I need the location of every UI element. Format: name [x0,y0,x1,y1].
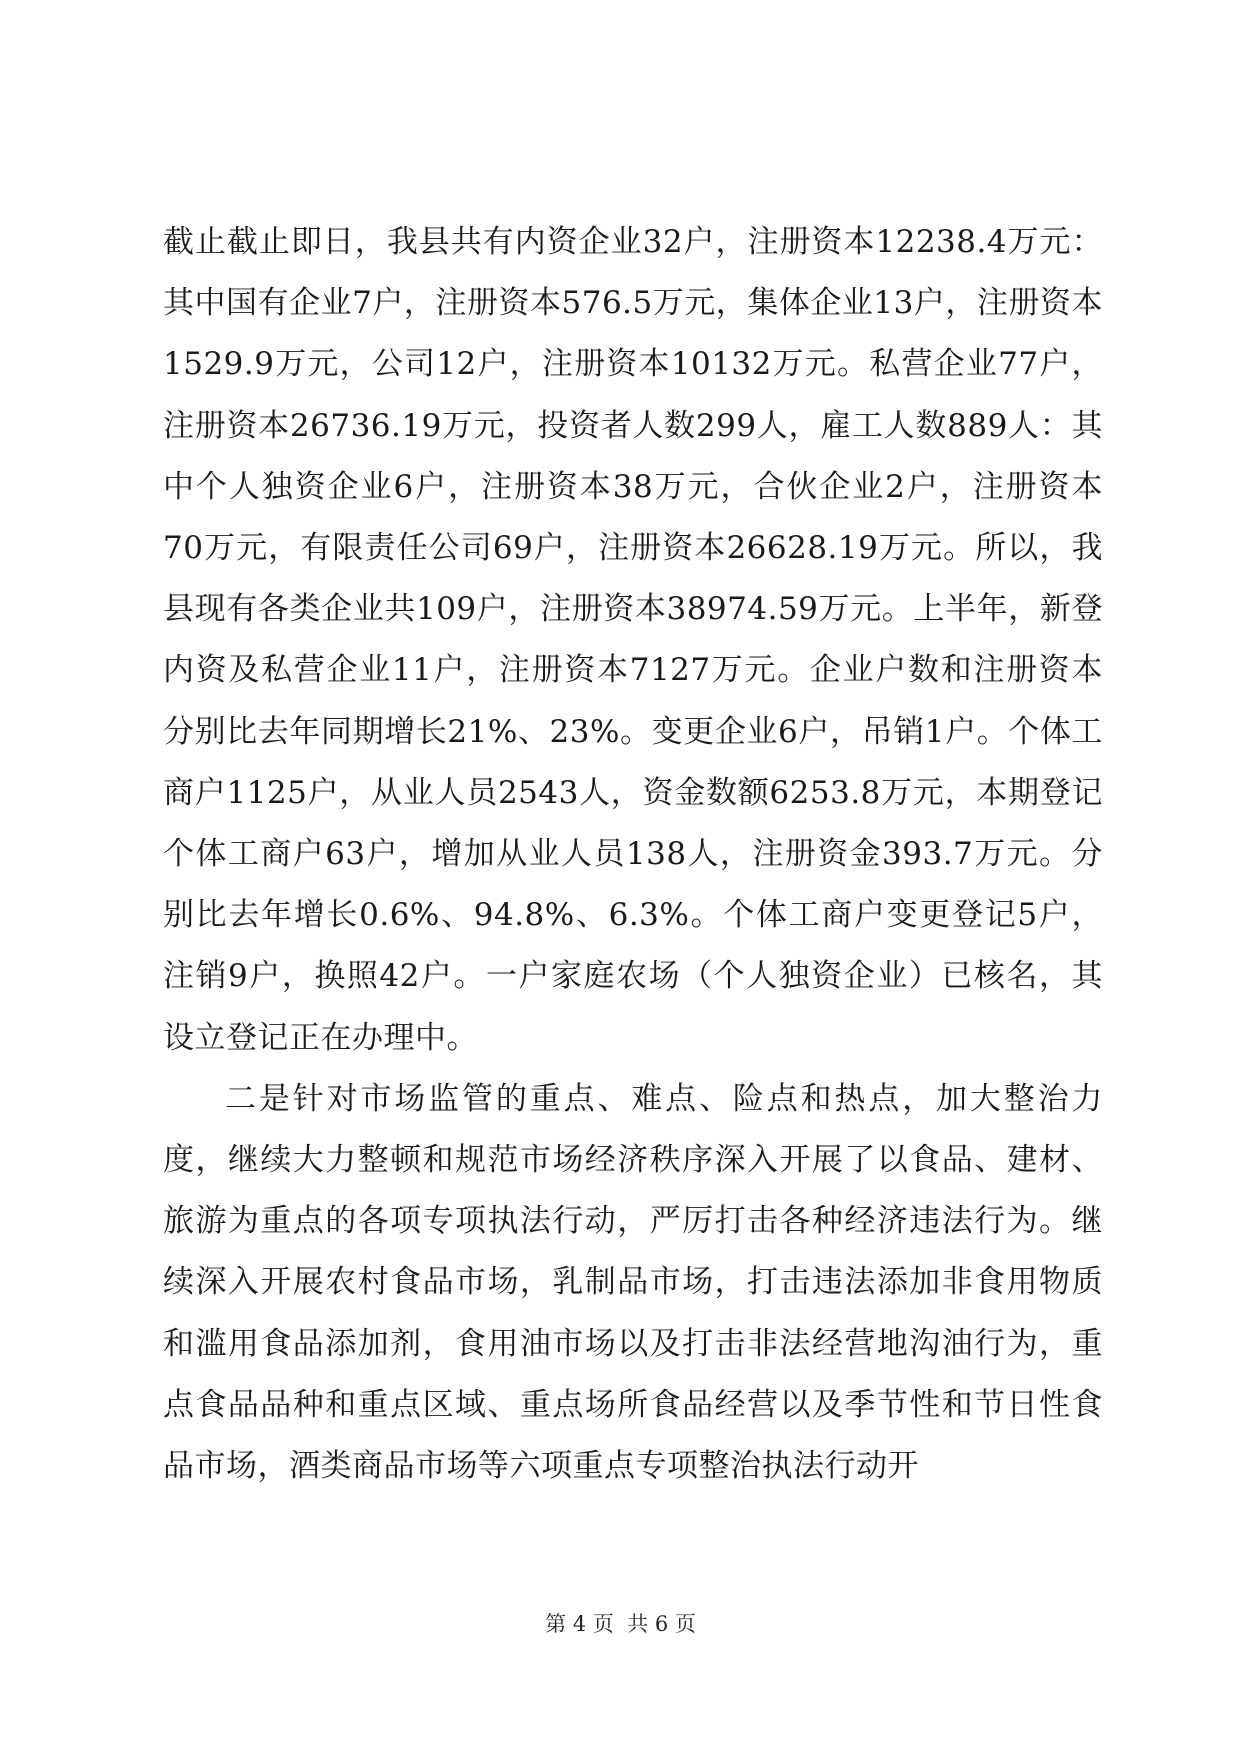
page-number-label: 第 4 页 共 6 页 [545,1612,696,1636]
paragraph-enterprise-statistics: 截止截止即日，我县共有内资企业32户，注册资本12238.4万元：其中国有企业7户，注册资本576.5万元，集体企业13户，注册资本1529.9万元，公司12户，注册资本10132万元。私营企业77户，注册资本26736.19万元，投资者人数299人，雇工人数889人：其中个人独资企业6户，注册资本38万元，合伙企业2户，注册资本70万元，有限责任公司69户，注册资本26628.19万元。所以，我县现有各类企业共109户，注册资本38974.59万元。上半年，新登内资及私营企业11户，注册资本7127万元。企业户数和注册资本分别比去年同期增长21%、23%。变更企业6户，吊销1户。个体工商户1125户，从业人员2543人，资金数额6253.8万元，本期登记个体工商户63户，增加从业人员138人，注册资金393.7万元。分别比去年增长0.6%、94.8%、6.3%。个体工商户变更登记5户，注销9户，换照42户。一户家庭农场（个人独资企业）已核名，其设立登记正在办理中。 [163,224,1103,1056]
document-body [163,212,1103,1497]
page-footer [0,1609,1241,1639]
paragraph-market-supervision: 二是针对市场监管的重点、难点、险点和热点，加大整治力度，继续大力整顿和规范市场经济秩序深入开展了以食品、建材、旅游为重点的各项专项执法行动，严厉打击各种经济违法行为。继续深入开展农村食品市场，乳制品市场，打击违法添加非食用物质和滥用食品添加剂，食用油市场以及打击非法经营地沟油行为，重点食品品种和重点区域、重点场所食品经营以及季节性和节日性食品市场，酒类商品市场等六项重点专项整治执法行动开 [163,1080,1103,1485]
